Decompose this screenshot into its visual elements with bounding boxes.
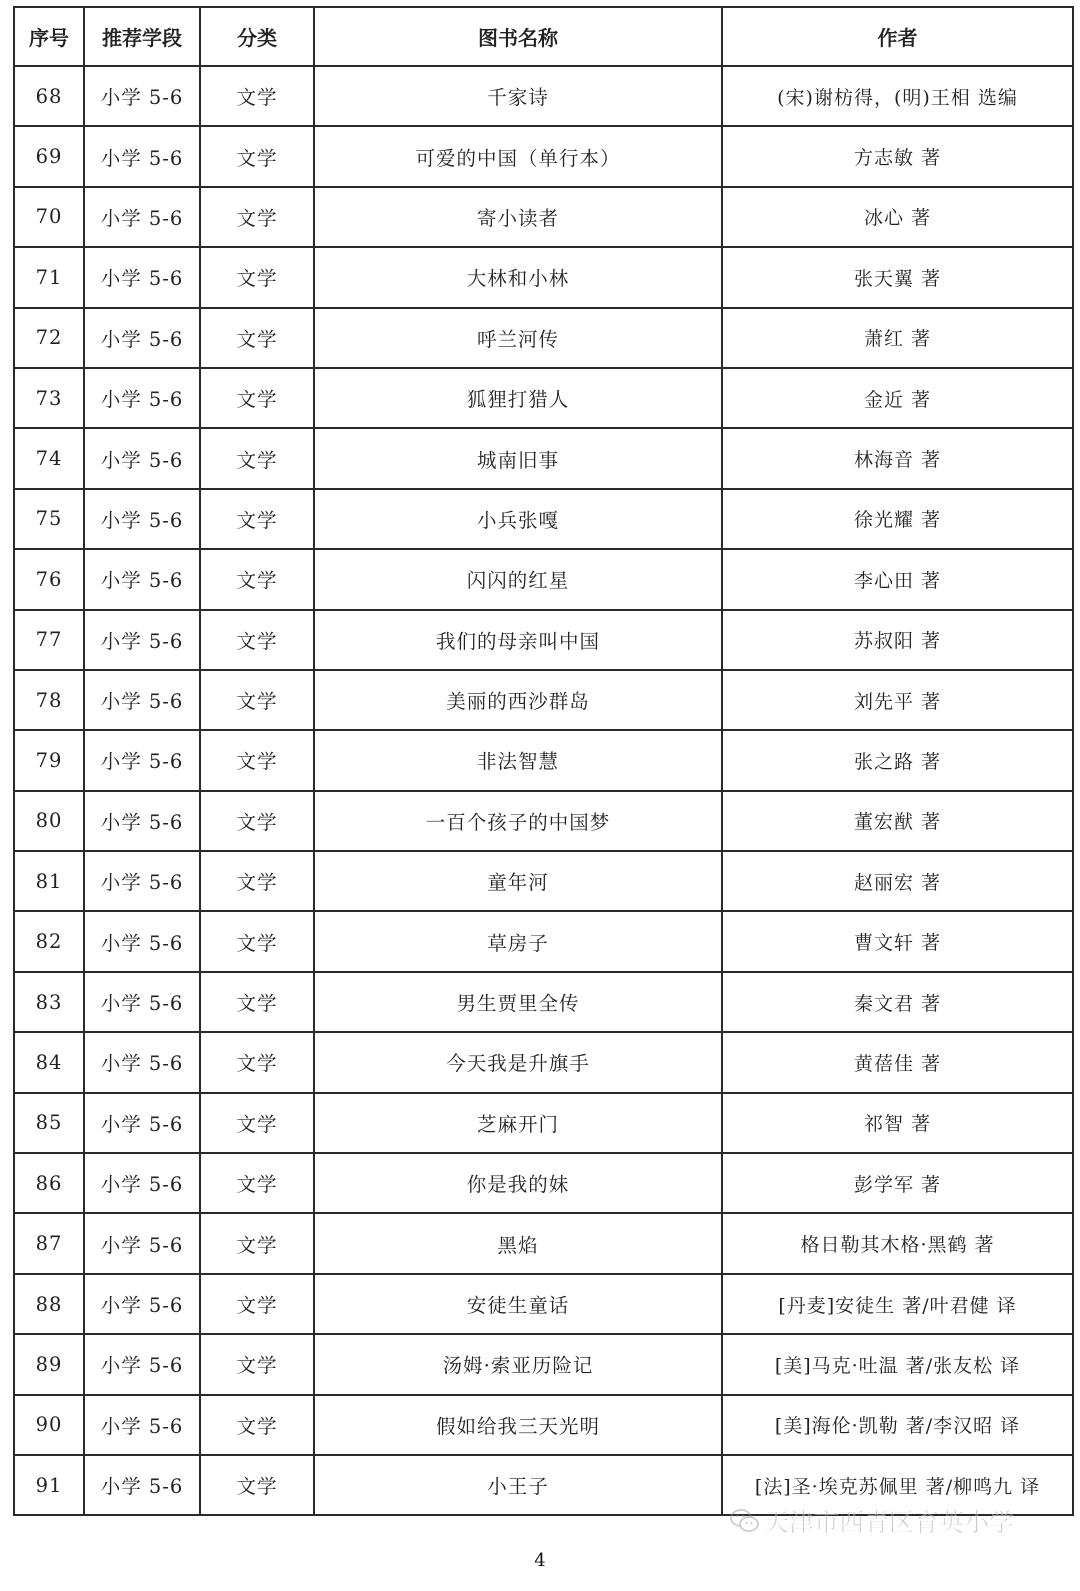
cell-stage: 小学 5-6 bbox=[84, 187, 200, 247]
cell-no: 68 bbox=[14, 66, 84, 126]
cell-category: 文学 bbox=[200, 489, 314, 549]
table-row bbox=[14, 610, 1073, 670]
cell-no: 82 bbox=[14, 911, 84, 971]
cell-author: 祁智 著 bbox=[722, 1093, 1073, 1153]
cell-stage: 小学 5-6 bbox=[84, 247, 200, 307]
table-row bbox=[14, 247, 1073, 307]
cell-author: (宋)谢枋得，(明)王相 选编 bbox=[722, 66, 1073, 126]
cell-category: 文学 bbox=[200, 187, 314, 247]
cell-stage: 小学 5-6 bbox=[84, 911, 200, 971]
cell-author: [美]马克·吐温 著/张友松 译 bbox=[722, 1334, 1073, 1394]
cell-category: 文学 bbox=[200, 1395, 314, 1455]
cell-stage: 小学 5-6 bbox=[84, 1274, 200, 1334]
table-row bbox=[14, 1334, 1073, 1394]
cell-stage: 小学 5-6 bbox=[84, 1395, 200, 1455]
cell-title: 汤姆·索亚历险记 bbox=[314, 1334, 722, 1394]
table-row bbox=[14, 791, 1073, 851]
cell-stage: 小学 5-6 bbox=[84, 126, 200, 186]
cell-category: 文学 bbox=[200, 911, 314, 971]
cell-category: 文学 bbox=[200, 428, 314, 488]
cell-title: 美丽的西沙群岛 bbox=[314, 670, 722, 730]
cell-category: 文学 bbox=[200, 126, 314, 186]
cell-author: 曹文轩 著 bbox=[722, 911, 1073, 971]
cell-stage: 小学 5-6 bbox=[84, 549, 200, 609]
table-row bbox=[14, 1093, 1073, 1153]
cell-no: 71 bbox=[14, 247, 84, 307]
header-no: 序号 bbox=[14, 7, 84, 66]
cell-no: 74 bbox=[14, 428, 84, 488]
cell-author: 张天翼 著 bbox=[722, 247, 1073, 307]
table-row bbox=[14, 1455, 1073, 1515]
cell-no: 70 bbox=[14, 187, 84, 247]
cell-stage: 小学 5-6 bbox=[84, 610, 200, 670]
watermark-text: 天津市西青区育英小学 bbox=[764, 1508, 1015, 1537]
header-author: 作者 bbox=[722, 7, 1073, 66]
cell-no: 89 bbox=[14, 1334, 84, 1394]
cell-category: 文学 bbox=[200, 1455, 314, 1515]
cell-stage: 小学 5-6 bbox=[84, 428, 200, 488]
table-row bbox=[14, 1274, 1073, 1334]
table-body bbox=[14, 66, 1073, 1515]
table-row bbox=[14, 851, 1073, 911]
table-row bbox=[14, 549, 1073, 609]
cell-stage: 小学 5-6 bbox=[84, 1213, 200, 1273]
cell-stage: 小学 5-6 bbox=[84, 66, 200, 126]
cell-author: 黄蓓佳 著 bbox=[722, 1032, 1073, 1092]
cell-stage: 小学 5-6 bbox=[84, 1032, 200, 1092]
cell-category: 文学 bbox=[200, 66, 314, 126]
table-row bbox=[14, 126, 1073, 186]
cell-author: 张之路 著 bbox=[722, 730, 1073, 790]
cell-author: [法]圣·埃克苏佩里 著/柳鸣九 译 bbox=[722, 1455, 1073, 1515]
cell-category: 文学 bbox=[200, 1093, 314, 1153]
cell-title: 千家诗 bbox=[314, 66, 722, 126]
cell-no: 87 bbox=[14, 1213, 84, 1273]
cell-title: 小王子 bbox=[314, 1455, 722, 1515]
cell-category: 文学 bbox=[200, 308, 314, 368]
cell-author: [丹麦]安徒生 著/叶君健 译 bbox=[722, 1274, 1073, 1334]
cell-category: 文学 bbox=[200, 730, 314, 790]
header-row bbox=[14, 7, 1073, 66]
cell-author: 李心田 著 bbox=[722, 549, 1073, 609]
cell-category: 文学 bbox=[200, 1153, 314, 1213]
cell-title: 黑焰 bbox=[314, 1213, 722, 1273]
cell-no: 75 bbox=[14, 489, 84, 549]
cell-no: 78 bbox=[14, 670, 84, 730]
cell-no: 83 bbox=[14, 972, 84, 1032]
cell-category: 文学 bbox=[200, 791, 314, 851]
cell-category: 文学 bbox=[200, 851, 314, 911]
cell-no: 90 bbox=[14, 1395, 84, 1455]
cell-author: 徐光耀 著 bbox=[722, 489, 1073, 549]
cell-no: 72 bbox=[14, 308, 84, 368]
book-list-table bbox=[13, 6, 1074, 1516]
header-title: 图书名称 bbox=[314, 7, 722, 66]
cell-no: 73 bbox=[14, 368, 84, 428]
cell-author: 萧红 著 bbox=[722, 308, 1073, 368]
cell-title: 寄小读者 bbox=[314, 187, 722, 247]
table-row bbox=[14, 308, 1073, 368]
cell-stage: 小学 5-6 bbox=[84, 368, 200, 428]
cell-no: 69 bbox=[14, 126, 84, 186]
cell-author: 金近 著 bbox=[722, 368, 1073, 428]
cell-no: 85 bbox=[14, 1093, 84, 1153]
cell-category: 文学 bbox=[200, 1213, 314, 1273]
table-row bbox=[14, 1213, 1073, 1273]
header-category: 分类 bbox=[200, 7, 314, 66]
table-row bbox=[14, 368, 1073, 428]
cell-category: 文学 bbox=[200, 1334, 314, 1394]
cell-author: 彭学军 著 bbox=[722, 1153, 1073, 1213]
cell-stage: 小学 5-6 bbox=[84, 670, 200, 730]
cell-title: 可爱的中国（单行本） bbox=[314, 126, 722, 186]
cell-no: 86 bbox=[14, 1153, 84, 1213]
cell-category: 文学 bbox=[200, 247, 314, 307]
cell-no: 84 bbox=[14, 1032, 84, 1092]
cell-author: 方志敏 著 bbox=[722, 126, 1073, 186]
cell-author: 赵丽宏 著 bbox=[722, 851, 1073, 911]
cell-no: 77 bbox=[14, 610, 84, 670]
cell-stage: 小学 5-6 bbox=[84, 1334, 200, 1394]
table-row bbox=[14, 1032, 1073, 1092]
cell-category: 文学 bbox=[200, 368, 314, 428]
cell-author: 刘先平 著 bbox=[722, 670, 1073, 730]
cell-author: [美]海伦·凯勒 著/李汉昭 译 bbox=[722, 1395, 1073, 1455]
cell-stage: 小学 5-6 bbox=[84, 791, 200, 851]
table-row bbox=[14, 911, 1073, 971]
cell-title: 假如给我三天光明 bbox=[314, 1395, 722, 1455]
cell-title: 闪闪的红星 bbox=[314, 549, 722, 609]
cell-title: 小兵张嘎 bbox=[314, 489, 722, 549]
cell-stage: 小学 5-6 bbox=[84, 851, 200, 911]
cell-author: 格日勒其木格·黑鹤 著 bbox=[722, 1213, 1073, 1273]
cell-no: 81 bbox=[14, 851, 84, 911]
table-row bbox=[14, 670, 1073, 730]
cell-title: 非法智慧 bbox=[314, 730, 722, 790]
cell-title: 芝麻开门 bbox=[314, 1093, 722, 1153]
page-number: 4 bbox=[534, 1550, 546, 1571]
cell-author: 董宏猷 著 bbox=[722, 791, 1073, 851]
cell-title: 一百个孩子的中国梦 bbox=[314, 791, 722, 851]
table-row bbox=[14, 187, 1073, 247]
cell-author: 林海音 著 bbox=[722, 428, 1073, 488]
cell-title: 我们的母亲叫中国 bbox=[314, 610, 722, 670]
table-row bbox=[14, 1395, 1073, 1455]
cell-author: 秦文君 著 bbox=[722, 972, 1073, 1032]
cell-title: 呼兰河传 bbox=[314, 308, 722, 368]
cell-stage: 小学 5-6 bbox=[84, 1153, 200, 1213]
cell-title: 狐狸打猎人 bbox=[314, 368, 722, 428]
cell-author: 苏叔阳 著 bbox=[722, 610, 1073, 670]
cell-title: 你是我的妹 bbox=[314, 1153, 722, 1213]
cell-stage: 小学 5-6 bbox=[84, 1093, 200, 1153]
table-row bbox=[14, 66, 1073, 126]
cell-author: 冰心 著 bbox=[722, 187, 1073, 247]
table-row bbox=[14, 730, 1073, 790]
cell-no: 80 bbox=[14, 791, 84, 851]
table-header bbox=[14, 7, 1073, 66]
cell-title: 草房子 bbox=[314, 911, 722, 971]
cell-stage: 小学 5-6 bbox=[84, 730, 200, 790]
cell-no: 91 bbox=[14, 1455, 84, 1515]
cell-stage: 小学 5-6 bbox=[84, 308, 200, 368]
cell-category: 文学 bbox=[200, 549, 314, 609]
cell-stage: 小学 5-6 bbox=[84, 972, 200, 1032]
cell-title: 安徒生童话 bbox=[314, 1274, 722, 1334]
cell-no: 79 bbox=[14, 730, 84, 790]
cell-category: 文学 bbox=[200, 610, 314, 670]
table-row bbox=[14, 1153, 1073, 1213]
table-row bbox=[14, 972, 1073, 1032]
cell-title: 童年河 bbox=[314, 851, 722, 911]
cell-stage: 小学 5-6 bbox=[84, 489, 200, 549]
cell-title: 今天我是升旗手 bbox=[314, 1032, 722, 1092]
cell-title: 大林和小林 bbox=[314, 247, 722, 307]
cell-title: 男生贾里全传 bbox=[314, 972, 722, 1032]
cell-no: 76 bbox=[14, 549, 84, 609]
table-row bbox=[14, 428, 1073, 488]
cell-category: 文学 bbox=[200, 972, 314, 1032]
cell-title: 城南旧事 bbox=[314, 428, 722, 488]
cell-category: 文学 bbox=[200, 1032, 314, 1092]
header-stage: 推荐学段 bbox=[84, 7, 200, 66]
cell-category: 文学 bbox=[200, 670, 314, 730]
cell-category: 文学 bbox=[200, 1274, 314, 1334]
cell-no: 88 bbox=[14, 1274, 84, 1334]
table-row bbox=[14, 489, 1073, 549]
cell-stage: 小学 5-6 bbox=[84, 1455, 200, 1515]
